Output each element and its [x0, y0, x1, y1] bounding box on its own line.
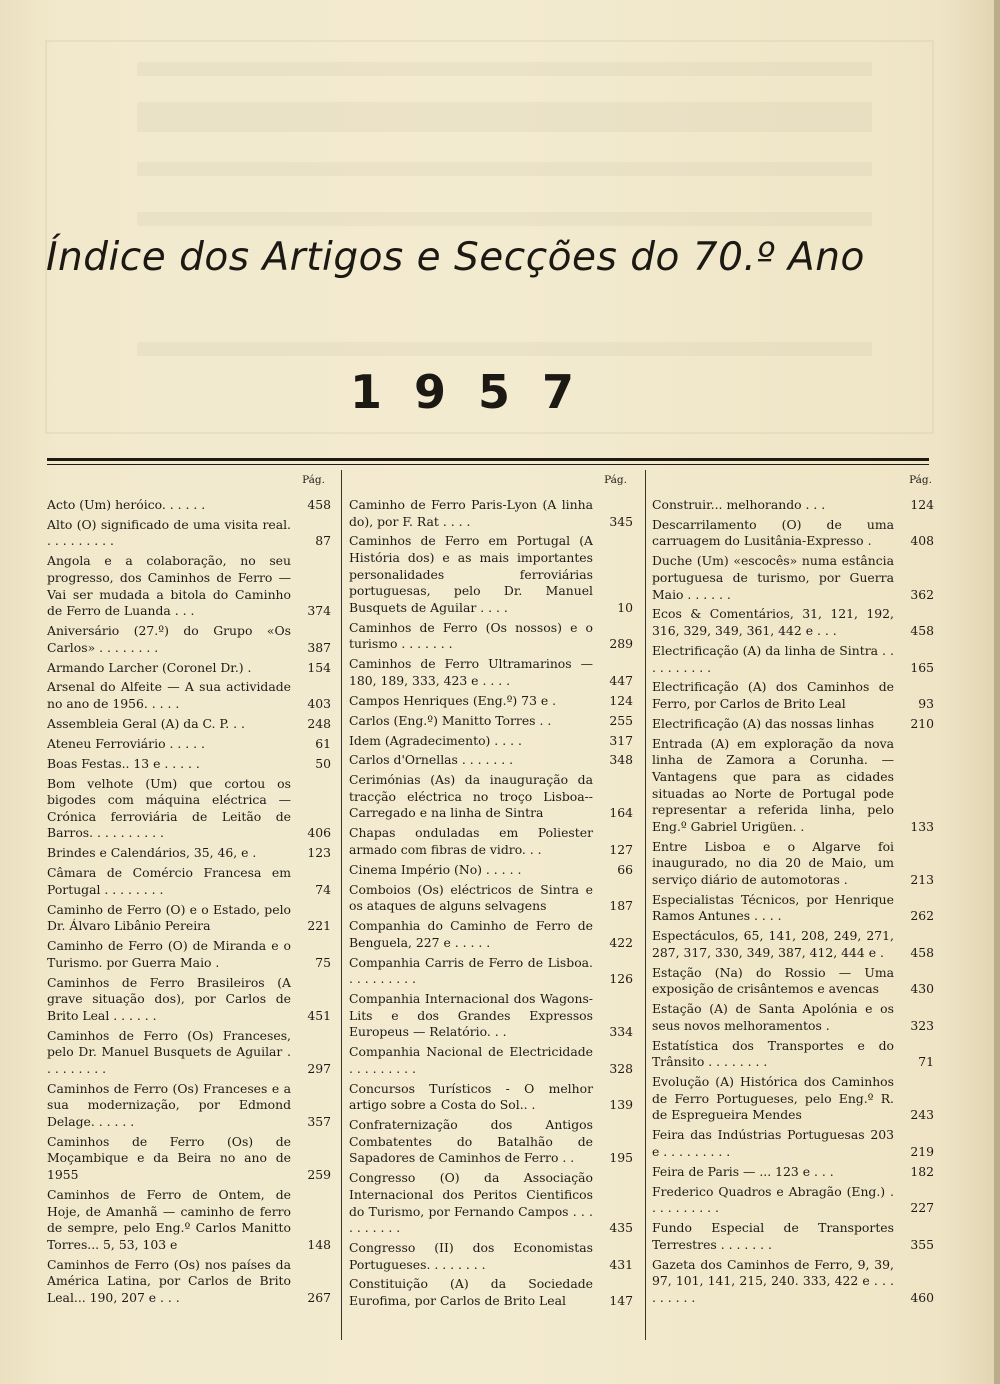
bleed-through-line: [137, 62, 872, 76]
index-entry: [349, 620, 637, 653]
index-entry: [652, 517, 942, 550]
index-entry: [47, 497, 335, 514]
page-column-header: Pág.: [604, 474, 627, 486]
index-entry: [47, 1187, 335, 1253]
bleed-through-line: [137, 212, 872, 226]
entry-page-number: 127: [609, 841, 633, 857]
page-title: Índice dos Artigos e Secções do 70.º Ano: [46, 235, 865, 280]
entry-page-number: 267: [307, 1289, 331, 1305]
entry-page-number: 403: [307, 696, 331, 712]
index-entry: [652, 606, 942, 639]
index-entry: [349, 1170, 637, 1236]
entry-title: Constituição (A) da Sociedade Eurofima, por Carlos de Brito Leal: [349, 1276, 593, 1309]
entry-title: Bom velhote (Um) que cortou os bigodes com máquina eléctrica — Crónica ferroviária de Leitão de Barros. . . . . . . . . .: [47, 775, 291, 841]
entry-title: Companhia Nacional de Electricidade . . . . . . . . .: [349, 1044, 593, 1076]
entry-page-number: 334: [609, 1024, 633, 1040]
index-entry: [349, 1081, 637, 1114]
entry-page-number: 435: [609, 1220, 633, 1236]
index-entry: [349, 825, 637, 858]
entry-page-number: 297: [307, 1060, 331, 1076]
bleed-through-line: [137, 342, 872, 356]
entry-page-number: 139: [609, 1097, 633, 1113]
index-column-1: [47, 472, 335, 1342]
entry-page-number: 66: [617, 861, 633, 877]
entry-title: Fundo Especial de Transportes Terrestres . . . . . . .: [652, 1220, 894, 1252]
index-entry: [652, 839, 942, 889]
entry-page-number: 447: [609, 672, 633, 688]
index-entry: [652, 1220, 942, 1253]
entry-page-number: 123: [307, 845, 331, 861]
entry-title: Espectáculos, 65, 141, 208, 249, 271, 287, 317, 330, 349, 387, 412, 444 e .: [652, 928, 894, 960]
index-entry: [652, 1127, 942, 1160]
bleed-through-line: [137, 162, 872, 176]
index-entry: [349, 752, 637, 769]
bleed-through-line: [137, 102, 872, 132]
index-entry: [652, 965, 942, 998]
entry-page-number: 124: [609, 692, 633, 708]
index-entry: [47, 1134, 335, 1184]
entry-page-number: 458: [910, 623, 934, 639]
entry-title: Frederico Quadros e Abragão (Eng.) . . . . . . . . . .: [652, 1183, 894, 1216]
index-entry: [47, 1257, 335, 1307]
column-divider: [341, 470, 342, 1340]
entry-page-number: 219: [910, 1143, 934, 1159]
entry-page-number: 458: [307, 497, 331, 512]
index-entry: [349, 955, 637, 988]
entry-title: Caminhos de Ferro de Ontem, de Hoje, de Amanhã — caminho de ferro de sempre, pelo Eng.º Carlos Manitto Torres... 5, 53, 103 e: [47, 1186, 291, 1252]
entry-title: Companhia Internacional dos Wagons-Lits e dos Grandes Expressos Europeus — Relatório. . .: [349, 991, 593, 1040]
entry-title: Caminho de Ferro (O) de Miranda e o Turismo. por Guerra Maio .: [47, 938, 291, 970]
entry-page-number: 227: [910, 1200, 934, 1216]
entry-page-number: 148: [307, 1236, 331, 1252]
index-entry: [652, 892, 942, 925]
entry-title: Boas Festas.. 13 e . . . . .: [47, 755, 200, 771]
column-divider: [645, 470, 646, 1340]
index-entry: [652, 1001, 942, 1034]
entry-title: Cinema Império (No) . . . . .: [349, 861, 522, 877]
entry-title: Concursos Turísticos - O melhor artigo sobre a Costa do Sol.. .: [349, 1080, 593, 1113]
page-column-header: Pág.: [302, 474, 325, 486]
index-entry: [349, 1044, 637, 1077]
entry-title: Caminhos de Ferro em Portugal (A História dos) e as mais importantes personalidades ferroviárias portuguesas, pelo Dr. Manuel Busquets de Aguilar . . . .: [349, 533, 593, 615]
index-entry: [47, 756, 335, 773]
index-entry: [349, 1240, 637, 1273]
index-column-3: [652, 472, 942, 1342]
entry-title: Electrificação (A) dos Caminhos de Ferro, por Carlos de Brito Leal: [652, 679, 894, 712]
index-entry: [652, 1038, 942, 1071]
entry-title: Caminhos de Ferro (Os nossos) e o turismo . . . . . . .: [349, 619, 593, 652]
entry-title: Chapas onduladas em Poliester armado com fibras de vidro. . .: [349, 825, 593, 857]
entry-page-number: 213: [910, 871, 934, 887]
entry-title: Câmara de Comércio Francesa em Portugal . . . . . . . .: [47, 865, 291, 897]
entry-title: Caminhos de Ferro (Os) nos países da América Latina, por Carlos de Brito Leal... 190, 207 e . . .: [47, 1256, 291, 1305]
index-entry: [349, 1276, 637, 1309]
entry-page-number: 165: [910, 659, 934, 675]
index-entry: [652, 1257, 942, 1307]
entry-title: Electrificação (A) das nossas linhas: [652, 715, 875, 731]
entry-page-number: 262: [910, 908, 934, 924]
index-entry: [652, 736, 942, 836]
entry-page-number: 430: [910, 981, 934, 997]
entry-title: Entre Lisboa e o Algarve foi inaugurado, no dia 20 de Maio, um serviço diário de automotoras .: [652, 838, 894, 887]
entry-title: Descarrilamento (O) de uma carruagem do Lusitânia-Expresso .: [652, 516, 894, 549]
entry-title: Caminhos de Ferro (Os) Franceses e a sua modernização, por Edmond Delage. . . . . .: [47, 1080, 291, 1129]
index-entry: [349, 862, 637, 879]
entry-title: Duche (Um) «escocês» numa estância portuguesa de turismo, por Guerra Maio . . . . . .: [652, 553, 894, 602]
entry-title: Alto (O) significado de uma visita real. . . . . . . . . .: [47, 516, 291, 549]
index-entry: [349, 533, 637, 616]
entry-title: Caminhos de Ferro (Os) de Moçambique e da Beira no ano de 1955: [47, 1133, 291, 1183]
entry-title: Armando Larcher (Coronel Dr.) .: [47, 659, 252, 675]
entry-page-number: 248: [307, 715, 331, 731]
entry-page-number: 355: [910, 1236, 934, 1252]
entry-page-number: 75: [315, 954, 331, 970]
entry-page-number: 221: [307, 918, 331, 934]
entry-title: Companhia do Caminho de Ferro de Benguela, 227 e . . . . .: [349, 918, 593, 950]
entry-page-number: 124: [910, 497, 934, 512]
entry-page-number: 50: [315, 755, 331, 771]
index-entry: [47, 623, 335, 656]
index-entry: [47, 679, 335, 712]
entry-title: Comboios (Os) eléctricos de Sintra e os ataques de alguns selvagens: [349, 881, 593, 914]
entry-page-number: 74: [315, 881, 331, 897]
index-entry: [652, 497, 942, 514]
year-heading: 1957: [350, 365, 607, 419]
index-column-2: [349, 472, 637, 1342]
entry-page-number: 406: [307, 825, 331, 841]
entry-title: Arsenal do Alfeite — A sua actividade no ano de 1956. . . . .: [47, 679, 291, 712]
entry-title: Caminho de Ferro Paris-Lyon (A linha do), por F. Rat . . . .: [349, 497, 593, 529]
index-entry: [47, 975, 335, 1025]
entry-title: Angola e a colaboração, no seu progresso, dos Caminhos de Ferro — Vai ser mudada a bitola do Caminho de Ferro de Luanda . . .: [47, 553, 291, 619]
entry-title: Carlos (Eng.º) Manitto Torres . .: [349, 712, 552, 728]
index-entry: [652, 1164, 942, 1181]
entry-title: Caminhos de Ferro (Os) Franceses, pelo Dr. Manuel Busquets de Aguilar . . . . . . . . .: [47, 1027, 291, 1076]
entry-title: Carlos d'Ornellas . . . . . . .: [349, 752, 514, 768]
entry-title: Feira de Paris — ... 123 e . . .: [652, 1163, 834, 1179]
entry-title: Acto (Um) heróico. . . . . .: [47, 497, 206, 512]
index-entry: [652, 716, 942, 733]
entry-title: Caminhos de Ferro Brasileiros (A grave situação dos), por Carlos de Brito Leal . . . . . .: [47, 974, 291, 1023]
index-entry: [47, 736, 335, 753]
entry-page-number: 154: [307, 659, 331, 675]
entry-page-number: 460: [910, 1289, 934, 1305]
index-entry: [47, 1028, 335, 1078]
entry-page-number: 182: [910, 1163, 934, 1179]
entry-page-number: 210: [910, 715, 934, 731]
entry-page-number: 289: [609, 636, 633, 652]
entry-page-number: 345: [609, 513, 633, 529]
index-entry: [47, 660, 335, 677]
entry-page-number: 348: [609, 752, 633, 768]
entry-title: Estação (A) de Santa Apolónia e os seus novos melhoramentos .: [652, 1001, 894, 1033]
entry-page-number: 374: [307, 603, 331, 619]
entry-title: Campos Henriques (Eng.º) 73 e .: [349, 692, 557, 708]
entry-title: Aniversário (27.º) do Grupo «Os Carlos» . . . . . . . .: [47, 623, 291, 655]
index-entry: [47, 517, 335, 550]
entry-page-number: 362: [910, 586, 934, 602]
entry-title: Cerimónias (As) da inauguração da tracção eléctrica no troço Lisboa--Carregado e na linha de Sintra: [349, 772, 593, 821]
entry-page-number: 93: [918, 696, 934, 712]
index-entry: [349, 713, 637, 730]
page-edge-shadow: [994, 0, 1000, 1384]
entry-page-number: 187: [609, 898, 633, 914]
entry-page-number: 71: [918, 1054, 934, 1070]
entry-title: Ecos & Comentários, 31, 121, 192, 316, 329, 349, 361, 442 e . . .: [652, 606, 894, 639]
entry-page-number: 61: [315, 735, 331, 751]
entry-title: Entrada (A) em exploração da nova linha de Zamora a Corunha. — Vantagens que para as cidades situadas ao Norte de Portugal pode representar a referida linha, pelo Eng.º Gabriel Urigüen. .: [652, 735, 894, 834]
entry-title: Ateneu Ferroviário . . . . .: [47, 735, 205, 751]
index-entry: [47, 938, 335, 971]
index-entry: [349, 918, 637, 951]
index-entry: [349, 656, 637, 689]
header-rule: [47, 458, 929, 461]
index-entry: [652, 679, 942, 712]
index-entry: [47, 553, 335, 619]
entry-page-number: 357: [307, 1113, 331, 1129]
index-entry: [349, 497, 637, 530]
entry-title: Congresso (O) da Associação Internacional dos Peritos Cientificos do Turismo, por Fernando Campos . . . . . . . . . .: [349, 1170, 593, 1236]
index-entry: [652, 1184, 942, 1217]
entry-page-number: 387: [307, 639, 331, 655]
entry-title: Estatística dos Transportes e do Trânsito . . . . . . . .: [652, 1037, 894, 1070]
entry-title: Construir... melhorando . . .: [652, 497, 826, 512]
entry-page-number: 323: [910, 1017, 934, 1033]
entry-title: Gazeta dos Caminhos de Ferro, 9, 39, 97, 101, 141, 215, 240. 333, 422 e . . . . . . . . .: [652, 1256, 894, 1305]
index-entry: [349, 882, 637, 915]
entry-page-number: 133: [910, 818, 934, 834]
header-rule-thin: [47, 464, 929, 465]
entry-title: Electrificação (A) da linha de Sintra . . . . . . . . . .: [652, 642, 894, 675]
entry-title: Estação (Na) do Rossio — Uma exposição de crisântemos e avencas: [652, 964, 894, 997]
entry-page-number: 255: [609, 712, 633, 728]
entry-page-number: 195: [609, 1150, 633, 1166]
entry-page-number: 422: [609, 934, 633, 950]
index-entry: [47, 865, 335, 898]
index-entry: [47, 716, 335, 733]
entry-title: Congresso (II) dos Economistas Portugueses. . . . . . . .: [349, 1239, 593, 1272]
index-entry: [652, 928, 942, 961]
index-entry: [652, 1074, 942, 1124]
index-entry: [47, 902, 335, 935]
index-entry: [349, 991, 637, 1041]
index-entry: [652, 643, 942, 676]
index-entry: [349, 733, 637, 750]
entry-page-number: 408: [910, 533, 934, 549]
entry-title: Assembleia Geral (A) da C. P. . .: [47, 715, 245, 731]
entry-title: Caminhos de Ferro Ultramarinos —180, 189, 333, 423 e . . . .: [349, 656, 593, 688]
entry-page-number: 164: [609, 805, 633, 821]
entry-title: Evolução (A) Histórica dos Caminhos de Ferro Portugueses, pelo Eng.º R. de Espregueira Mendes: [652, 1074, 894, 1123]
entry-page-number: 431: [609, 1256, 633, 1272]
entry-title: Confraternização dos Antigos Combatentes do Batalhão de Sapadores de Caminhos de Ferro . .: [349, 1117, 593, 1166]
index-entry: [349, 693, 637, 710]
entry-page-number: 126: [609, 971, 633, 987]
entry-page-number: 243: [910, 1107, 934, 1123]
entry-title: Caminho de Ferro (O) e o Estado, pelo Dr. Álvaro Libânio Pereira: [47, 901, 291, 934]
entry-title: Idem (Agradecimento) . . . .: [349, 732, 522, 748]
entry-title: Companhia Carris de Ferro de Lisboa. . . . . . . . . .: [349, 954, 593, 987]
entry-page-number: 259: [307, 1167, 331, 1183]
page-column-header: Pág.: [909, 474, 932, 486]
index-entry: [47, 845, 335, 862]
entry-page-number: 147: [609, 1293, 633, 1309]
index-entry: [652, 553, 942, 603]
entry-page-number: 451: [307, 1007, 331, 1023]
entry-page-number: 328: [609, 1060, 633, 1076]
entry-title: Brindes e Calendários, 35, 46, e .: [47, 845, 257, 861]
entry-page-number: 317: [609, 732, 633, 748]
entry-page-number: 87: [315, 533, 331, 549]
index-entry: [47, 776, 335, 842]
index-entry: [349, 772, 637, 822]
index-entry: [47, 1081, 335, 1131]
entry-page-number: 10: [617, 599, 633, 615]
entry-page-number: 458: [910, 944, 934, 960]
entry-title: Feira das Indústrias Portuguesas 203 e . . . . . . . . .: [652, 1127, 894, 1159]
entry-title: Especialistas Técnicos, por Henrique Ramos Antunes . . . .: [652, 891, 894, 924]
index-entry: [349, 1117, 637, 1167]
